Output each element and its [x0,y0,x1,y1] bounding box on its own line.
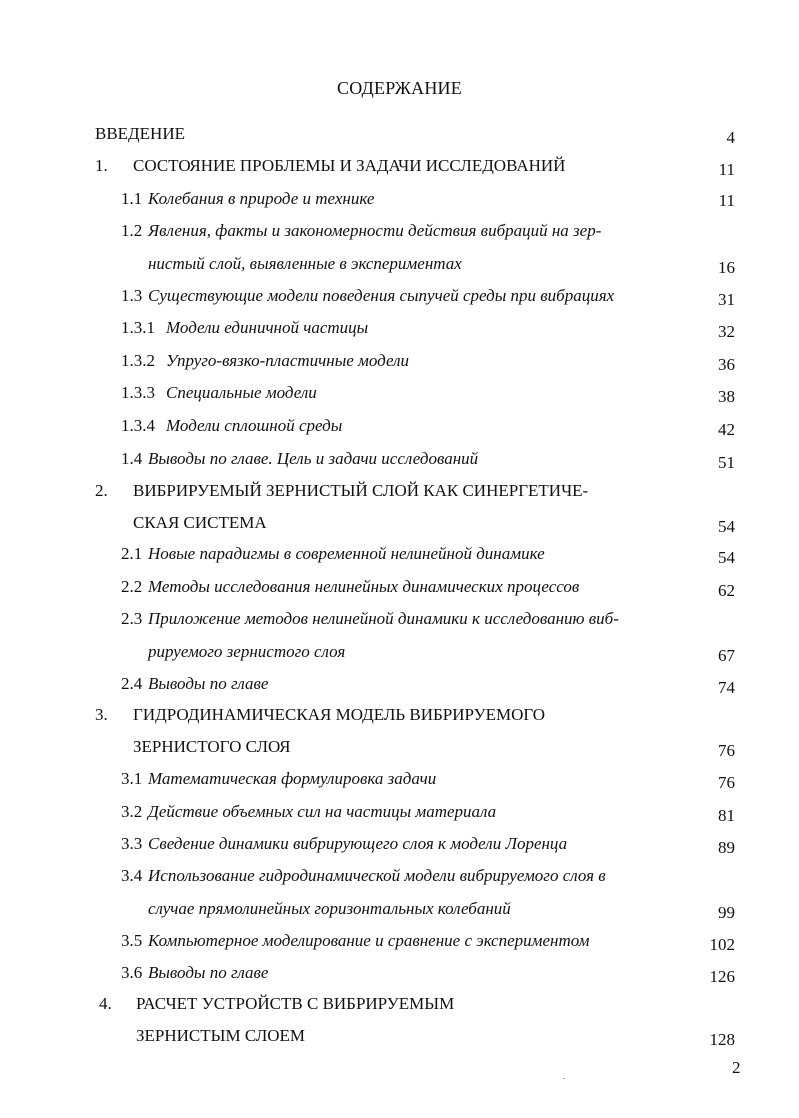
toc-entry-number: 2. [95,481,108,500]
toc-entry-3-4 [0,864,799,888]
toc-entry-title: Новые парадигмы в современной нелинейной динамике [148,544,545,563]
toc-entry-page: 67 [718,646,735,665]
toc-entry-number: 1.3.2 [121,351,155,370]
toc-entry-page: 99 [718,903,735,922]
toc-entry-number: 1. [95,156,108,175]
toc-entry-title: Упруго-вязко-пластичные модели [166,351,409,370]
toc-entry-page: 54 [718,548,735,567]
toc-entry-3-4-cont [0,897,799,921]
toc-entry-2-4 [0,672,799,696]
toc-entry-number: 3.4 [121,866,143,885]
toc-entry-2-3-cont [0,640,799,664]
toc-chapter-4 [0,992,799,1016]
toc-entry-number: 1.3.4 [121,416,155,435]
toc-entry-title: Компьютерное моделирование и сравнение с экспериментом [148,931,590,950]
toc-entry-page: 128 [709,1030,735,1049]
toc-entry-title: Выводы по главе [148,674,269,693]
toc-entry-page: 89 [718,838,735,857]
toc-entry-page: 126 [709,967,735,986]
toc-chapter-1 [0,154,799,178]
toc-entry-number: 1.3 [121,286,143,305]
toc-chapter-3 [0,703,799,727]
toc-entry-title: Математическая формулировка задачи [148,769,437,788]
toc-entry-title-line1: Явления, факты и закономерности действия вибраций на зер- [148,221,602,240]
toc-entry-page: 74 [718,678,735,697]
toc-entry-page: 16 [718,258,735,277]
toc-entry-title-line2: нистый слой, выявленные в экспериментах [148,254,462,273]
toc-entry-title-line1: ВИБРИРУЕМЫЙ ЗЕРНИСТЫЙ СЛОЙ КАК СИНЕРГЕТИЧЕ- [133,481,589,500]
toc-entry-title: СОСТОЯНИЕ ПРОБЛЕМЫ И ЗАДАЧИ ИССЛЕДОВАНИЙ [133,156,566,175]
toc-entry-page: 11 [718,160,735,179]
toc-entry-page: 31 [718,290,735,309]
toc-entry-title: Действие объемных сил на частицы материала [148,802,497,821]
toc-entry-title-line1: ГИДРОДИНАМИЧЕСКАЯ МОДЕЛЬ ВИБРИРУЕМОГО [133,705,546,724]
toc-entry-page: 76 [718,773,735,792]
toc-entry-number: 1.2 [121,221,143,240]
toc-entry-page: 4 [726,128,735,147]
toc-chapter-3-cont [0,735,799,759]
toc-entry-title: Колебания в природе и технике [148,189,375,208]
toc-entry-1-3 [0,284,799,308]
toc-entry-title: Выводы по главе [148,963,269,982]
toc-entry-title: Модели единичной частицы [166,318,369,337]
toc-entry-title-line2: случае прямолинейных горизонтальных колебаний [148,899,511,918]
toc-entry-2-3 [0,607,799,631]
toc-entry-title-line2: СКАЯ СИСТЕМА [133,513,267,532]
toc-entry-1-3-4 [0,414,799,438]
toc-entry-title: Сведение динамики вибрирующего слоя к модели Лоренца [148,834,568,853]
toc-entry-number: 3.5 [121,931,143,950]
toc-entry-page: 36 [718,355,735,374]
page-number: 2 [732,1058,741,1077]
toc-entry-number: 1.3.3 [121,383,155,402]
toc-entry-page: 51 [718,453,735,472]
toc-entry-number: 1.3.1 [121,318,155,337]
toc-entry-2-1 [0,542,799,566]
toc-entry-number: 3.6 [121,963,143,982]
toc-entry-page: 81 [718,806,735,825]
toc-entry-1-4 [0,447,799,471]
toc-entry-title-line2: ЗЕРНИСТЫМ СЛОЕМ [136,1026,306,1045]
toc-entry-title: Методы исследования нелинейных динамических процессов [148,577,580,596]
toc-entry-page: 102 [709,935,735,954]
toc-entry-number: 2.4 [121,674,143,693]
toc-entry-3-1 [0,767,799,791]
scan-speck [563,1078,565,1079]
toc-entry-3-3 [0,832,799,856]
toc-entry-1-1 [0,187,799,211]
toc-entry-title: Модели сплошной среды [166,416,343,435]
toc-entry-number: 1.1 [121,189,143,208]
toc-entry-number: 3.2 [121,802,143,821]
toc-entry-title: Выводы по главе. Цель и задачи исследований [148,449,479,468]
toc-entry-title-line2: рируемого зернистого слоя [148,642,346,661]
toc-entry-page: 11 [718,191,735,210]
toc-entry-number: 1.4 [121,449,143,468]
toc-entry-2-2 [0,575,799,599]
toc-entry-title-line2: ЗЕРНИСТОГО СЛОЯ [133,737,291,756]
toc-entry-page: 42 [718,420,735,439]
toc-entry-1-3-1 [0,316,799,340]
toc-entry-page: 62 [718,581,735,600]
toc-chapter-2-cont [0,511,799,535]
toc-entry-number: 2.1 [121,544,143,563]
toc-chapter-2 [0,479,799,503]
toc-entry-number: 3.3 [121,834,143,853]
toc-entry-3-6 [0,961,799,985]
toc-entry-title-line1: Приложение методов нелинейной динамики к исследованию виб- [148,609,619,628]
toc-entry-page: 38 [718,387,735,406]
toc-entry-title-line1: РАСЧЕТ УСТРОЙСТВ С ВИБРИРУЕМЫМ [136,994,455,1013]
toc-chapter-4-cont [0,1024,799,1048]
toc-entry-1-2 [0,219,799,243]
toc-entry-number: 2.2 [121,577,143,596]
toc-entry-page: 54 [718,517,735,536]
toc-entry-intro [0,122,799,146]
toc-entry-number: 3.1 [121,769,143,788]
toc-entry-title-line1: Использование гидродинамической модели вибрируемого слоя в [148,866,606,885]
page-title: СОДЕРЖАНИЕ [337,78,462,98]
toc-entry-page: 32 [718,322,735,341]
toc-entry-1-3-3 [0,381,799,405]
toc-entry-title: Специальные модели [166,383,317,402]
toc-entry-page: 76 [718,741,735,760]
toc-entry-1-2-cont [0,252,799,276]
toc-entry-title: ВВЕДЕНИЕ [95,124,185,143]
toc-entry-title: Существующие модели поведения сыпучей среды при вибрациях [148,286,615,305]
toc-entry-3-2 [0,800,799,824]
toc-entry-1-3-2 [0,349,799,373]
toc-entry-number: 4. [99,994,112,1013]
toc-entry-3-5 [0,929,799,953]
toc-entry-number: 2.3 [121,609,143,628]
toc-entry-number: 3. [95,705,108,724]
